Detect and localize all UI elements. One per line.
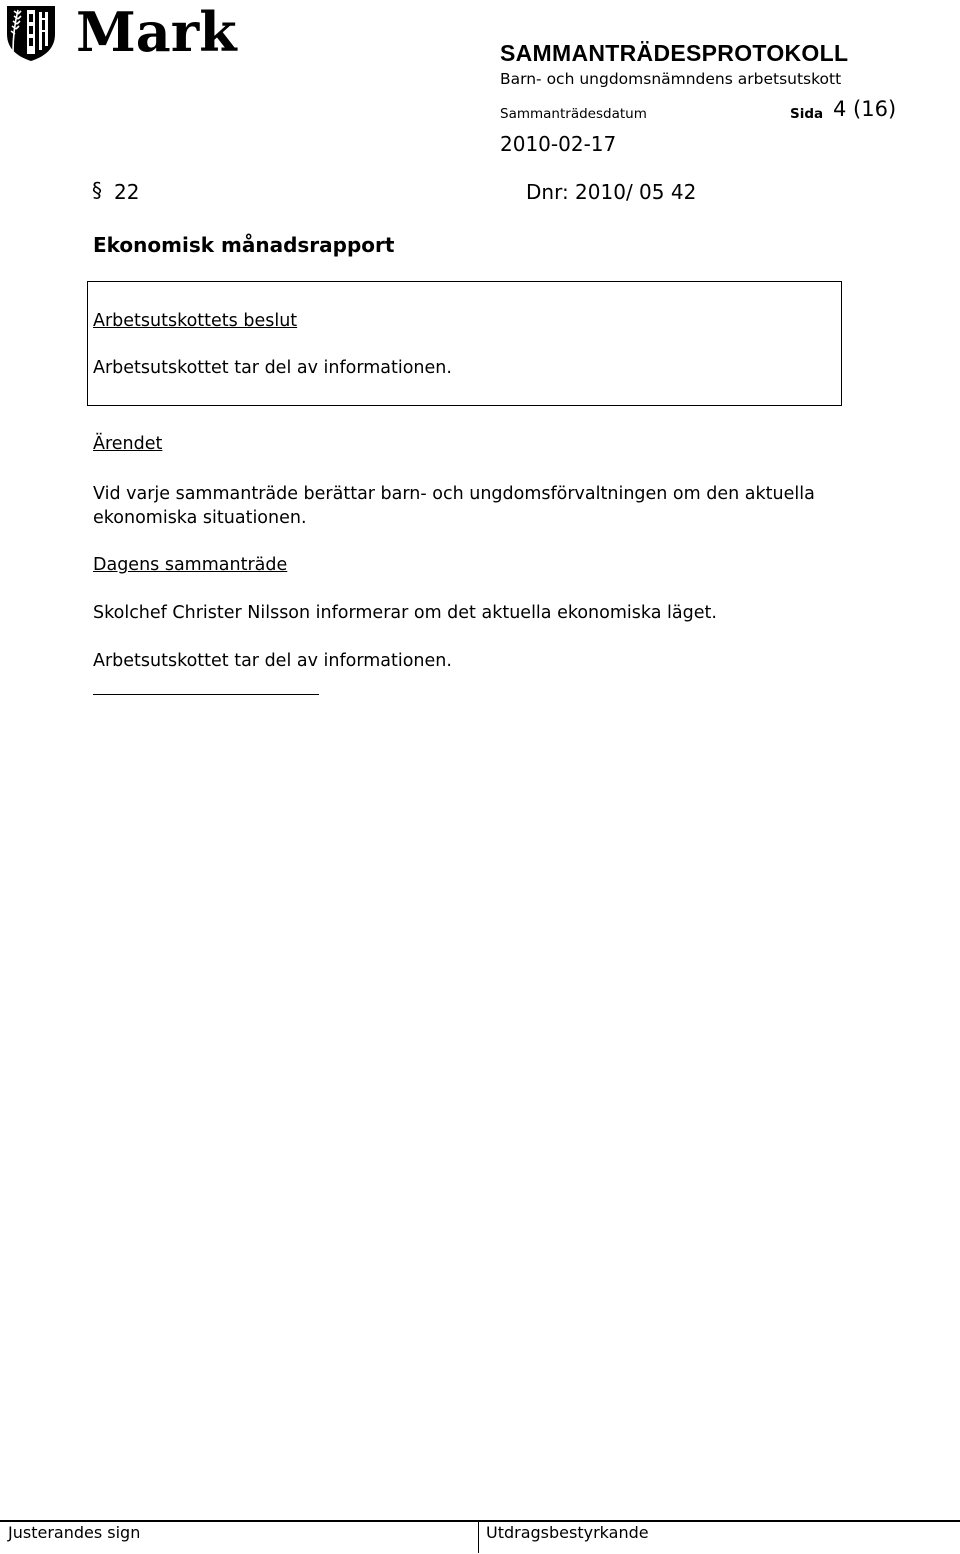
committee-name: Barn- och ungdomsnämndens arbetsutskott (500, 70, 842, 88)
municipal-coat-of-arms-icon (5, 4, 57, 62)
decision-box (87, 281, 842, 406)
page-number: 4 (16) (833, 97, 897, 121)
matter-text: Vid varje sammanträde berättar barn- och ungdomsförvaltningen om den aktuella ekonomiska situationen. (93, 484, 815, 528)
case-registration-number: Dnr: 2010/ 05 42 (526, 180, 697, 204)
case-title: Ekonomisk månadsrapport (93, 233, 395, 257)
footer-column-divider (478, 1521, 479, 1553)
meeting-date: 2010-02-17 (500, 132, 617, 156)
meeting-text-paragraph: Skolchef Christer Nilsson informerar om det aktuella ekonomiska läget. (93, 603, 717, 623)
page-label: Sida (790, 106, 824, 122)
logo-wordmark: Mark (76, 0, 237, 64)
decision-text: Arbetsutskottet tar del av informationen. (93, 358, 452, 378)
section-number: 22 (114, 180, 140, 204)
meeting-heading: Dagens sammanträde (93, 555, 288, 575)
matter-heading: Ärendet (93, 434, 163, 454)
section-symbol: § (92, 178, 102, 202)
footer-certification-label: Utdragsbestyrkande (486, 1523, 649, 1542)
meeting-text-paragraph: Arbetsutskottet tar del av informationen. (93, 651, 452, 671)
footer-adjuster-signature-label: Justerandes sign (8, 1523, 141, 1542)
footer-divider-line (0, 1520, 960, 1522)
decision-heading: Arbetsutskottets beslut (93, 311, 298, 331)
meeting-date-label: Sammanträdesdatum (500, 106, 647, 122)
section-end-line (93, 694, 319, 695)
document-title: SAMMANTRÄDESPROTOKOLL (500, 40, 849, 66)
